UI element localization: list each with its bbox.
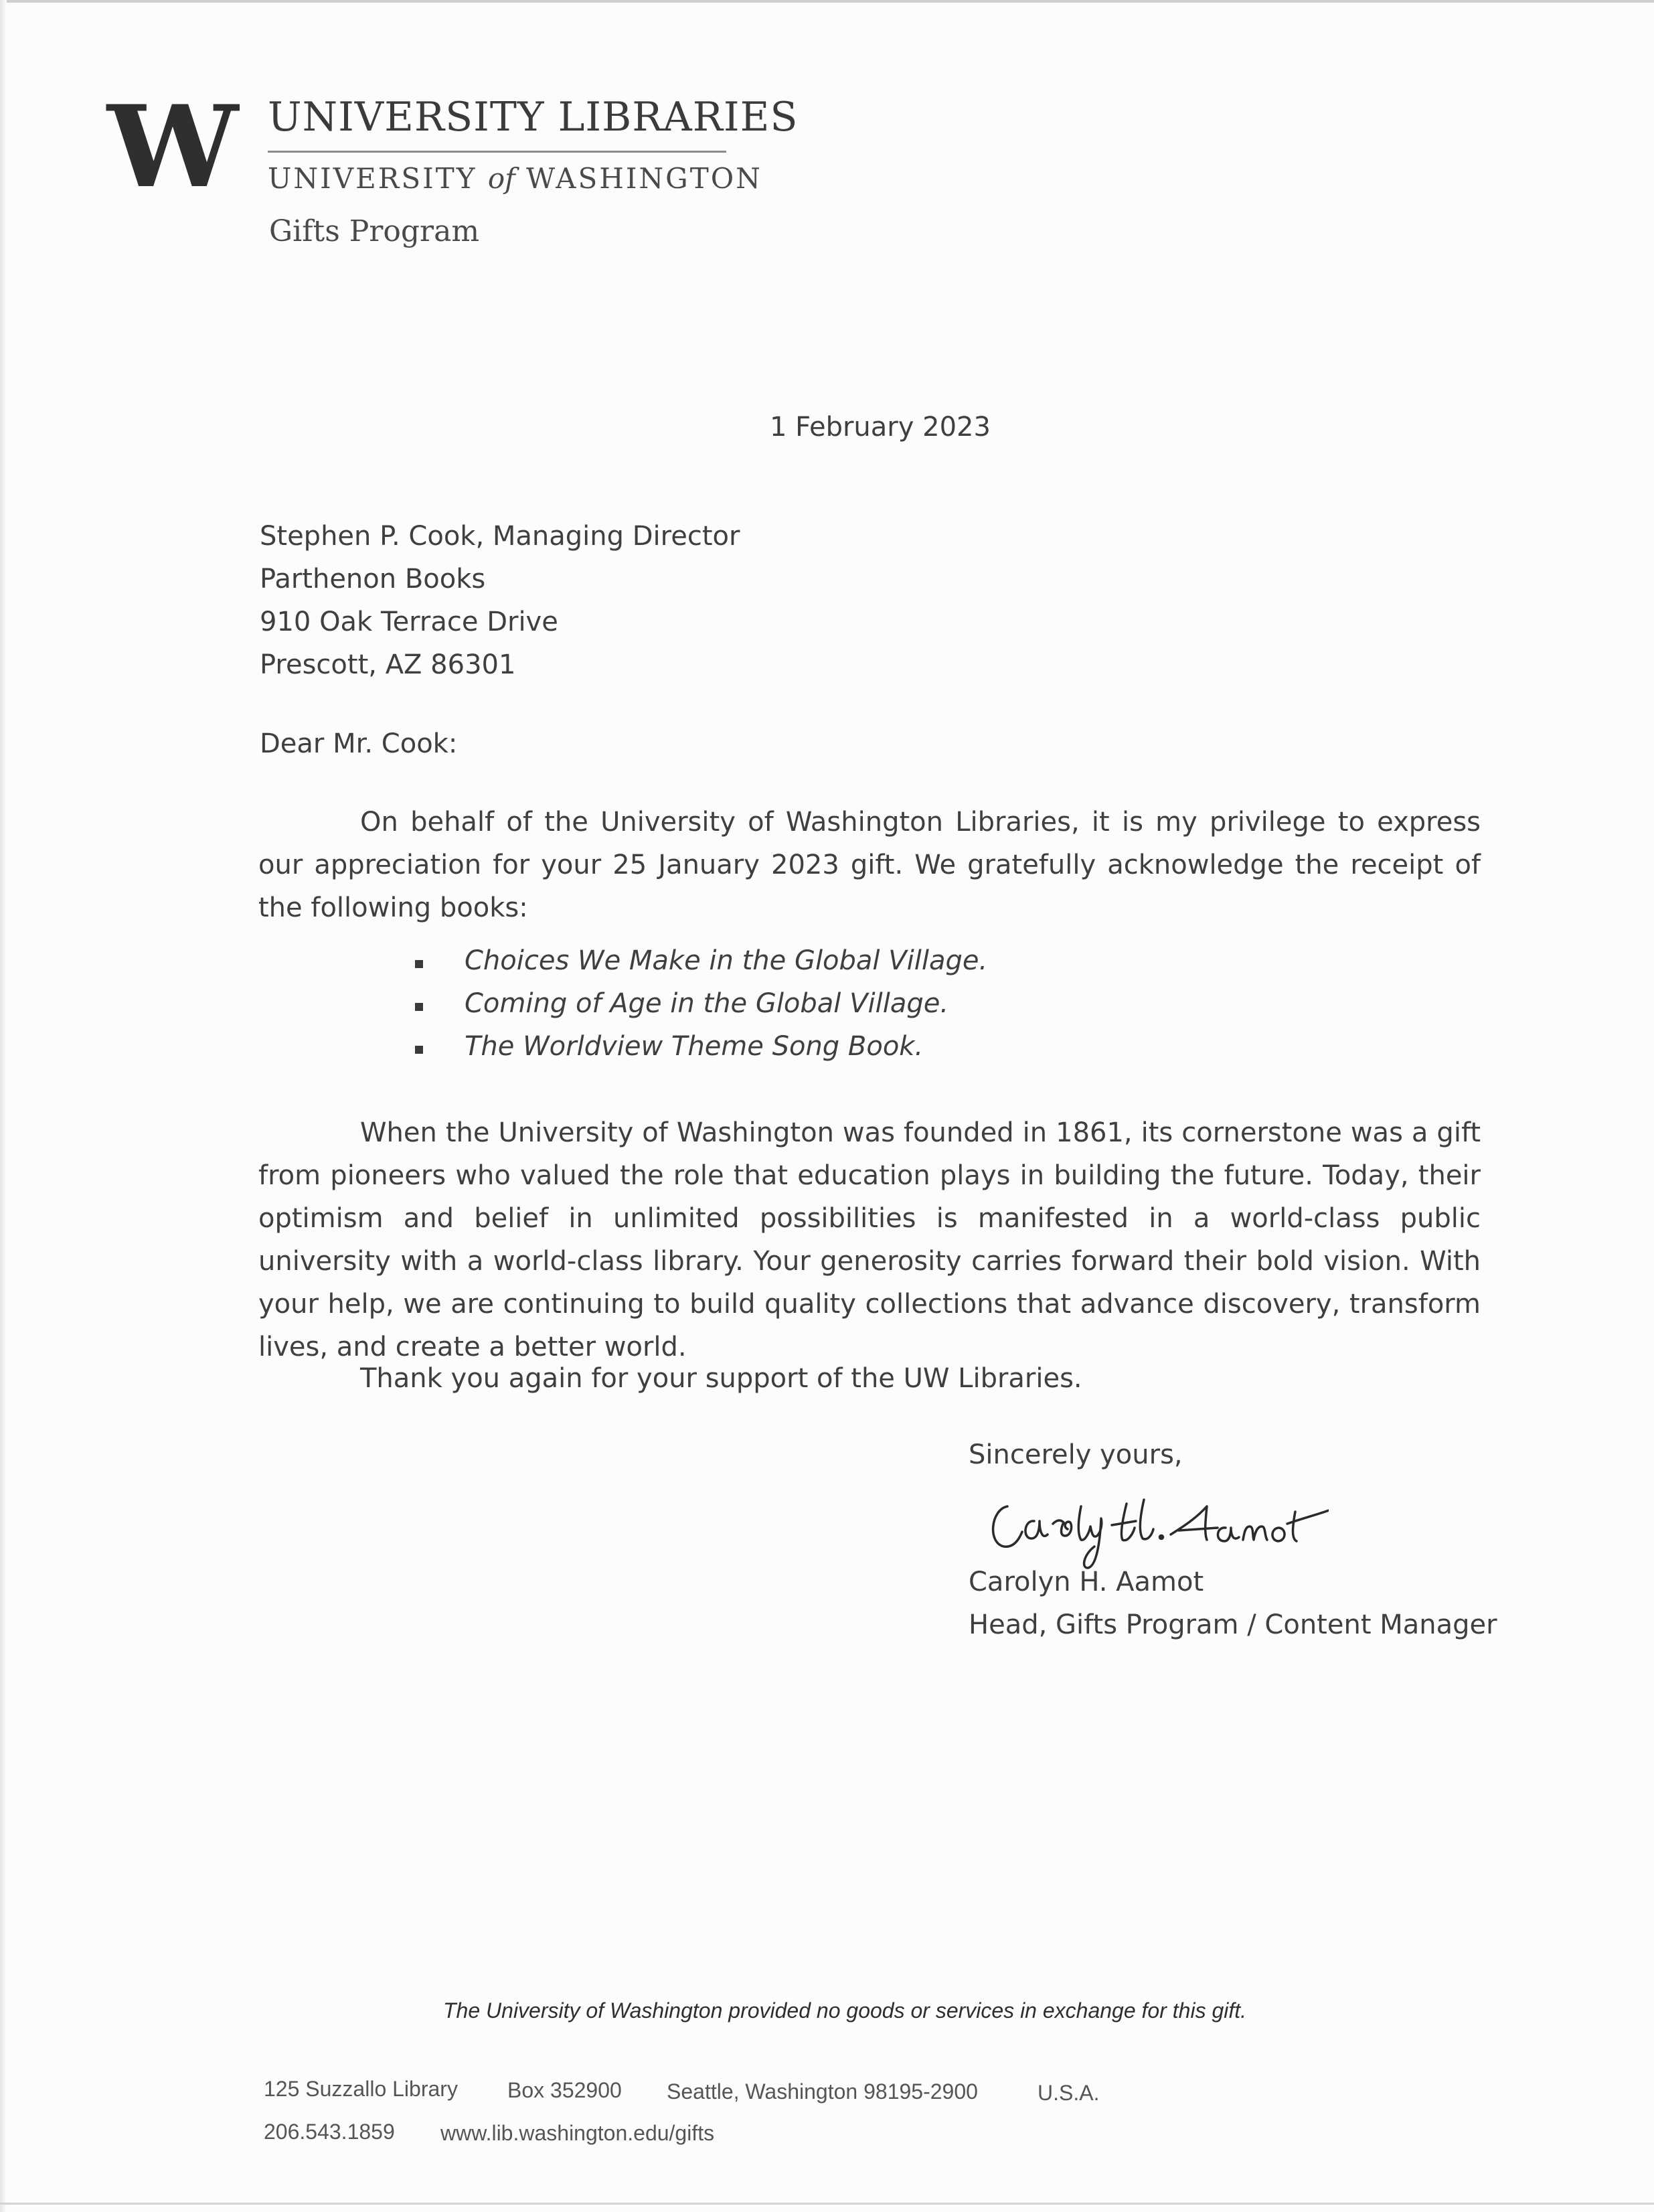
subtitle-university: UNIVERSITY [268, 162, 477, 195]
paragraph-1: On behalf of the University of Washington Libraries, it is my privilege to express our appreciation for your 25 January 2023 gift. We gratefully acknowledge the receipt of the following books: [258, 807, 1481, 923]
recipient-line-2: Parthenon Books [260, 564, 486, 595]
footer-box: Box 352900 [507, 2078, 622, 2102]
thanks-line: Thank you again for your support of the UW Libraries. [360, 1363, 1082, 1394]
footer-city: Seattle, Washington 98195-2900 [667, 2079, 978, 2104]
scan-left-edge [0, 0, 7, 2212]
book-title: The Worldview Theme Song Book. [465, 1031, 924, 1062]
recipient-line-3: 910 Oak Terrace Drive [260, 607, 558, 637]
bullet-icon [415, 1003, 423, 1011]
closing: Sincerely yours, [969, 1439, 1183, 1470]
letterhead-subtitle [268, 162, 762, 195]
logo-letter: W [106, 100, 240, 194]
letterhead-rule [268, 151, 726, 153]
bullet-icon [415, 960, 423, 968]
subtitle-of: of [487, 162, 515, 195]
scan-top-edge [0, 0, 1654, 3]
gift-disclaimer: The University of Washington provided no goods or services in exchange for this gift. [443, 1998, 1247, 2023]
footer-country: U.S.A. [1038, 2081, 1100, 2105]
signer-title: Head, Gifts Program / Content Manager [969, 1609, 1497, 1640]
footer-website[interactable]: www.lib.washington.edu/gifts [440, 2121, 715, 2145]
signer-name: Carolyn H. Aamot [969, 1567, 1204, 1597]
salutation: Dear Mr. Cook: [260, 728, 458, 759]
letterhead-program: Gifts Program [269, 214, 480, 248]
letterhead-title: UNIVERSITY LIBRARIES [268, 94, 799, 141]
recipient-line-1: Stephen P. Cook, Managing Director [260, 521, 740, 552]
subtitle-washington: WASHINGTON [526, 162, 762, 195]
letter-date: 1 February 2023 [770, 412, 991, 443]
book-title: Coming of Age in the Global Village. [465, 988, 949, 1019]
paragraph-2: When the University of Washington was founded in 1861, its cornerstone was a gift from pioneers who valued the role that education plays in building the future. Today, their optimism and belief in unlimited possibilities is manifested in a world-class public university with a world-class library. Your generosity carries forward their bold vision. With your help, we are continuing to build quality collections that advance discovery, transform lives, and create a better world. [258, 1117, 1481, 1362]
uw-w-logo [106, 100, 240, 194]
recipient-line-4: Prescott, AZ 86301 [260, 649, 516, 680]
book-title: Choices We Make in the Global Village. [465, 945, 988, 976]
scan-bottom-edge [0, 2203, 1654, 2205]
footer-address: 125 Suzzallo Library [264, 2077, 458, 2101]
footer-phone: 206.543.1859 [264, 2120, 395, 2144]
bullet-icon [415, 1046, 423, 1054]
handwritten-signature [981, 1480, 1329, 1573]
